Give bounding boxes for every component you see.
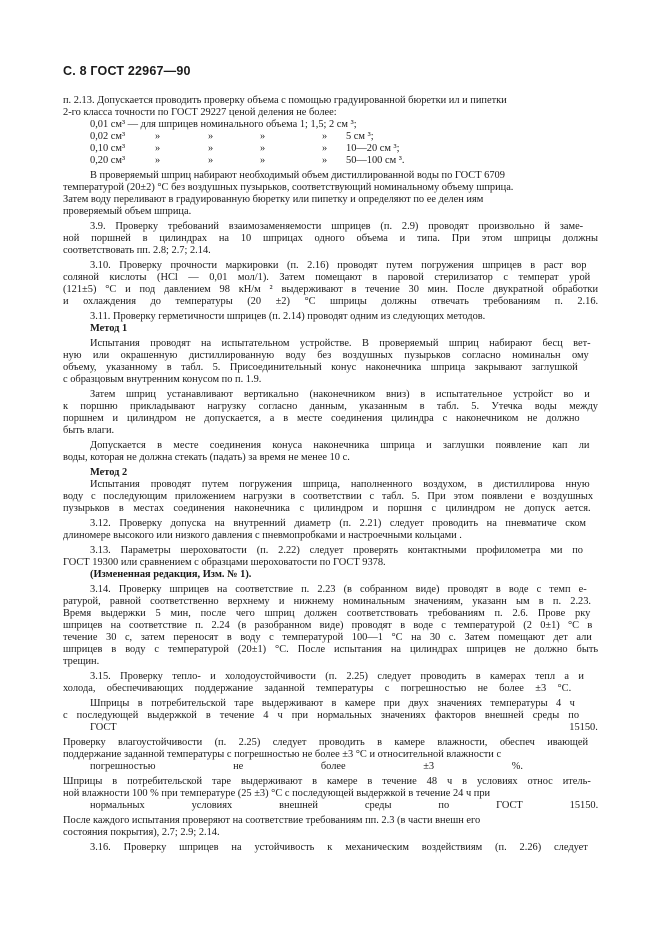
ditto-mark: » bbox=[322, 155, 328, 166]
text-line: ной поршней в цилиндрах на 10 шприцах одного объема и типа. При этом шприцы должны bbox=[63, 233, 598, 244]
section-heading: Метод 2 bbox=[90, 467, 128, 478]
text-line: Проверку влагоустойчивости (п. 2.25) следует проводить в камере влажности, обеспеч ивающей bbox=[63, 737, 589, 748]
text-line: ГОСТ 15150. bbox=[90, 722, 598, 733]
text-line: ратурой, равной соответственно верхнему и нижнему номинальным значениям, указанн ым в п. 2.23. bbox=[63, 596, 592, 607]
text-line: проверяемый объем шприца. bbox=[63, 206, 192, 217]
text-line: с образцовым внутренним конусом по п. 1.9. bbox=[63, 374, 262, 385]
text-line: 0,20 см³ bbox=[90, 155, 126, 166]
volume-value: 5 см ³; bbox=[346, 131, 374, 142]
text-line: шприцев в воду с температурой (20±1) °С. После испытания на цилиндрах шприцев не должно быть bbox=[63, 644, 599, 655]
text-line: 3.13. Параметры шероховатости (п. 2.22) следует проверять контактными профилометра ми по bbox=[90, 545, 583, 556]
text-line: 3.15. Проверку тепло- и холодоустойчивости (п. 2.25) следует проводить в камерах тепл а и bbox=[90, 671, 584, 682]
text-line: п. 2.13. Допускается проводить проверку объема с помощью градуированной бюретки ил и пипетки bbox=[63, 95, 507, 106]
text-line: шприцев на соответствие п. 2.24 (в разобранном виде) проводят в воде с температурой (2 0±1) °С в bbox=[63, 620, 593, 631]
text-line: Время выдержки 5 мин, после чего шприц должен соответствовать требованиям п. 2.6. Прове рку bbox=[63, 608, 591, 619]
text-line: течение 30 с, затем переносят в воду с температурой 100—1 °С на 30 с. Затем помещают дет али bbox=[63, 632, 592, 643]
text-line: 2-го класса точности по ГОСТ 29227 ценой деления не более: bbox=[63, 107, 337, 118]
text-line: пузырьков в местах соединения наконечника с цилиндром и поршня с цилиндром не допуск ается. bbox=[63, 503, 591, 514]
text-line: 0,02 см³ bbox=[90, 131, 126, 142]
text-line: соляной кислоты (HCl — 0,01 мол/1). Затем помещают в паровой стерилизатор с температ урой bbox=[63, 272, 591, 283]
ditto-mark: » bbox=[155, 155, 161, 166]
text-line: (121±5) °С и под давлением 98 кН/м ² выдерживают в течение 30 мин. После двукратной обработки bbox=[63, 284, 599, 295]
volume-value: 50—100 см ³. bbox=[346, 155, 405, 166]
text-line: 3.10. Проверку прочности маркировки (п. 2.16) проводят путем погружения шприцев в раст вор bbox=[90, 260, 587, 271]
text-line: Затем шприц устанавливают вертикально (наконечником вниз) в испытательное устройст во и bbox=[90, 389, 590, 400]
text-line: холода, обеспечивающих поддержание заданной температуры с погрешностью не более ±3 °С. bbox=[63, 683, 572, 694]
text-line: с последующей выдержкой в течение 4 ч при нормальных значениях факторов внешней среды по bbox=[63, 710, 580, 721]
text-line: В проверяемый шприц набирают необходимый объем дистиллированной воды по ГОСТ 6709 bbox=[90, 170, 505, 181]
text-line: температурой (20±2) °С без воздушных пузырьков, соответствующий номинальному объему шприца. bbox=[63, 182, 514, 193]
text-line: Затем воду переливают в градуированную бюретку или пипетку и определяют по ее делен иям bbox=[63, 194, 484, 205]
ditto-mark: » bbox=[322, 131, 328, 142]
text-line: быть влаги. bbox=[63, 425, 115, 436]
text-line: воды, которая не должна стекать (падать) за время не менее 10 с. bbox=[63, 452, 350, 463]
text-line: 3.11. Проверку герметичности шприцев (п. 2.14) проводят одним из следующих методов. bbox=[90, 311, 486, 322]
text-line: ной влажности 100 % при температуре (25 ±3) °С с последующей выдержкой в течение 24 ч при bbox=[63, 788, 491, 799]
ditto-mark: » bbox=[155, 143, 161, 154]
text-line: Шприцы в потребительской таре выдерживают в камере при двух значениях температуры 4 ч bbox=[90, 698, 575, 709]
text-line: 3.12. Проверку допуска на внутренний диаметр (п. 2.21) следует проводить на пневматиче ском bbox=[90, 518, 586, 529]
text-line: нормальных условиях внешней среды по ГОСТ 15150. bbox=[90, 800, 599, 811]
text-line: состояния покрытия), 2.7; 2.9; 2.14. bbox=[63, 827, 220, 838]
text-line: поддержание заданной температуры с погрешностью не более ±3 °С и относительной влажности с bbox=[63, 749, 502, 760]
text-line: погрешностью не более ±3 %. bbox=[90, 761, 523, 772]
text-line: 3.16. Проверку шприцев на устойчивость к механическим воздействиям (п. 2.26) следует bbox=[90, 842, 588, 853]
text-line: соответствовать пп. 2.8; 2.7; 2.14. bbox=[63, 245, 211, 256]
text-line: поршнем и цилиндром не допускается, а в месте соединения цилиндра с наконечником не должно bbox=[63, 413, 580, 424]
text-line: ГОСТ 19300 или сравнением с образцами шероховатости по ГОСТ 9378. bbox=[63, 557, 386, 568]
text-line: После каждого испытания проверяют на соответствие требованиям пп. 2.3 (в части внешн его bbox=[63, 815, 481, 826]
section-heading: (Измененная редакция, Изм. № 1). bbox=[90, 569, 252, 580]
text-line: 3.14. Проверку шприцев на соответствие п. 2.23 (в собранном виде) проводят в воде с темп е- bbox=[90, 584, 587, 595]
ditto-mark: » bbox=[260, 143, 266, 154]
ditto-mark: » bbox=[322, 143, 328, 154]
ditto-mark: » bbox=[260, 155, 266, 166]
text-line: длиномере высокого или низкого давления с пневмопробками и настроечными кольцами . bbox=[63, 530, 462, 541]
text-line: Испытания проводят на испытательном устройстве. В проверяемый шприц набирают бесц вет- bbox=[90, 338, 591, 349]
text-line: и охлаждения до температуры (20 ±2) °С шприцы должны отвечать требованиям п. 2.16. bbox=[63, 296, 599, 307]
ditto-mark: » bbox=[155, 131, 161, 142]
text-line: трещин. bbox=[63, 656, 100, 667]
text-line: ную или окрашенную дистиллированную воду без воздушных пузырьков согласно номинальн ому bbox=[63, 350, 589, 361]
ditto-mark: » bbox=[208, 155, 214, 166]
ditto-mark: » bbox=[260, 131, 266, 142]
text-line: Шприцы в потребительской таре выдерживают в камере в течение 48 ч в условиях относ итель- bbox=[63, 776, 591, 787]
text-line: Допускается в месте соединения конуса наконечника шприца и заглушки появление кап ли bbox=[90, 440, 590, 451]
text-line: 0,10 см³ bbox=[90, 143, 126, 154]
text-line: 3.9. Проверку требований взаимозаменяемости шприцев (п. 2.9) проводят произвольно й заме- bbox=[90, 221, 584, 232]
ditto-mark: » bbox=[208, 143, 214, 154]
text-line: воду с последующим приложением нагрузки в соответствии с табл. 5. При этом появлени е воздушных bbox=[63, 491, 594, 502]
section-heading: Метод 1 bbox=[90, 323, 128, 334]
ditto-mark: » bbox=[208, 131, 214, 142]
volume-value: 10—20 см ³; bbox=[346, 143, 400, 154]
text-line: к поршню прикладывают нагрузку согласно данным, указанным в табл. 5. Утечка воды между bbox=[63, 401, 598, 412]
text-line: Испытания проводят путем погружения шприца, наполненного воздухом, в дистиллирова нную bbox=[90, 479, 590, 490]
text-line: 0,01 см³ — для шприцев номинального объема 1; 1,5; 2 см ³; bbox=[90, 119, 357, 130]
text-line: объему, указанному в табл. 5. Присоединительный конус наконечника шприца закрывают заглушкой bbox=[63, 362, 578, 373]
page-header: С. 8 ГОСТ 22967—90 bbox=[63, 64, 191, 78]
